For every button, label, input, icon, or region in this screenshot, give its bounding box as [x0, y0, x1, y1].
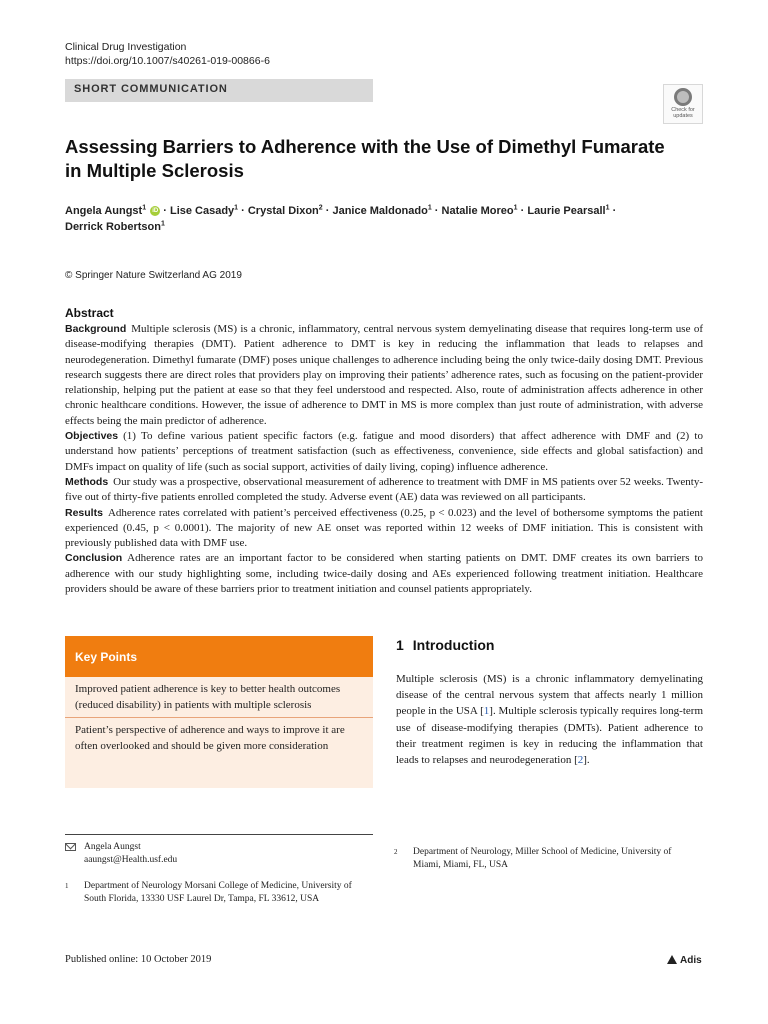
- author-affiliation: 1: [605, 204, 610, 212]
- citation-link[interactable]: 1: [483, 705, 490, 718]
- author-name[interactable]: Laurie Pearsall: [527, 205, 606, 217]
- objectives-text: (1) To define various patient specific factors (e.g. fatigue and mood disorders) that affect adherence with DMF and (2) to understand how patients’ perceptions of treatment satisfaction (such as effectiveness, convenience, side effects and global satisfaction) and DMFs impact on quality of life (such as social support, activities of daily living, coping) influence adherence.: [65, 430, 703, 473]
- affiliation-text: Department of Neurology Morsani College of Medicine, University of South Florida, 13330 USF Laurel Dr, Tampa, FL 33612, USA: [84, 881, 352, 904]
- background-label: Background: [65, 323, 127, 335]
- corresponding-author-email[interactable]: aaungst@Health.usf.edu: [84, 855, 178, 865]
- corresponding-author-note: [65, 841, 365, 867]
- abstract-conclusion: [65, 551, 703, 597]
- author-name[interactable]: Janice Maldonado: [332, 205, 428, 217]
- methods-text: Our study was a prospective, observational measurement of adherence to treatment with DMF in MS patients over 52 weeks. Twenty-five out of thirty-five patients enrolled completed the study. Adverse event (AE) data was reviewed on all participants.: [65, 475, 703, 504]
- author-affiliation: 1: [142, 204, 147, 212]
- published-date: Published online: 10 October 2019: [65, 954, 212, 965]
- section-label: SHORT COMMUNICATION: [74, 83, 228, 95]
- intro-text-part: ]. Multiple sclerosis typically requires long-term use of disease-modifying therapies (DMTs). Patient adherence to their treatment regimen is key in reducing the inflammation that leads to relapses and neurodegeneration [: [396, 705, 703, 767]
- author-affiliation: 1: [427, 204, 432, 212]
- affiliation-note-2: [394, 846, 694, 872]
- affiliation-text: Department of Neurology, Miller School of Medicine, University of Miami, Miami, FL, USA: [413, 847, 672, 870]
- introduction-heading: [396, 637, 494, 653]
- check-updates-line2: updates: [673, 113, 693, 119]
- journal-name: Clinical Drug Investigation: [65, 41, 187, 53]
- author-affiliation: 2: [318, 204, 323, 212]
- author-list: Angela Aungst$^1$ iD · Lise Casady$^1$ · Crystal Dixon$^2$ · Janice Maldonado$^1$ · Natalie Moreo$^1$ · Laurie Pearsall$^1$ · Derrick Robertson$^1$: [65, 204, 617, 233]
- corresponding-author-name: Angela Aungst: [84, 842, 141, 852]
- journal-header: [65, 40, 270, 68]
- abstract-background: [65, 322, 703, 429]
- author-affiliation: 1: [160, 220, 165, 228]
- author-name[interactable]: Derrick Robertson: [65, 221, 161, 233]
- section-title: Introduction: [412, 637, 495, 653]
- conclusion-text: Adherence rates are an important factor to be considered when starting patients on DMT. DMF creates its own barriers to adherence with our study highlighting some, including twice-daily dosing and AEs experienced following treatment initiation. Healthcare providers should be aware of these barriers prior to treatment initiation and counsel patients appropriately.: [65, 552, 703, 596]
- check-updates-icon: [674, 88, 692, 106]
- key-points-box: [65, 636, 373, 788]
- introduction-text: [396, 671, 703, 768]
- orcid-icon[interactable]: iD: [152, 208, 159, 215]
- abstract-methods: [65, 475, 703, 506]
- author-name[interactable]: Lise Casady: [169, 205, 235, 217]
- author-name[interactable]: Crystal Dixon: [247, 205, 319, 217]
- methods-label: Methods: [65, 475, 109, 488]
- citation-link[interactable]: 2: [577, 754, 584, 767]
- results-label: Results: [65, 506, 103, 519]
- check-updates-line1: Check for: [671, 107, 695, 113]
- results-text: Adherence rates correlated with patient’s perceived effectiveness (0.25, p < 0.023) and the level of bothersome symptoms the patient experienced (0.45, p < 0.0001). The majority of new AE onset was reported within 12 weeks of DMF initiation. This is consistent with previously published data with DMF use.: [65, 506, 703, 550]
- intro-text-part: ].: [583, 754, 590, 767]
- author-name[interactable]: Angela Aungst: [65, 205, 143, 217]
- affiliation-mark: 1: [65, 882, 69, 890]
- background-text: Multiple sclerosis (MS) is a chronic, inflammatory, central nervous system demyelinating disease that requires long-term use of disease-modifying therapies (DMT). Patient adherence to DMT is key in reducing the inflammation that leads to relapses and neurodegeneration. Dimethyl fumarate (DMF) poses unique challenges to adherence including being the only twice-daily dosing DMT. Previous research suggests there are direct roles that providers play on improving their patients’ adherence rates, such as focusing on the patient-provider relationship, helping put the patient at ease so that they feel understood and respected. Also, route of administration affects adherence in other chronic healthcare conditions. However, the issue of adherence to DMT in MS is more complex than just route of administration, with adverse effects being the main predictor of adherence.: [65, 323, 703, 427]
- copyright-notice: © Springer Nature Switzerland AG 2019: [65, 270, 242, 281]
- check-for-updates-badge[interactable]: [663, 84, 703, 124]
- adis-logo-icon: [667, 955, 677, 964]
- doi-link[interactable]: https://doi.org/10.1007/s40261-019-00866-6: [65, 55, 270, 67]
- key-points-heading: Key Points: [65, 636, 373, 677]
- abstract-heading: Abstract: [65, 306, 114, 320]
- affiliation-note-1: [65, 880, 365, 906]
- author-affiliation: 1: [234, 204, 239, 212]
- objectives-label: Objectives: [65, 430, 119, 443]
- key-point-item: Patient’s perspective of adherence and ways to improve it are often overlooked and should be given more consideration: [75, 724, 345, 752]
- abstract-results: [65, 506, 703, 552]
- section-number: 1: [396, 637, 404, 653]
- affiliation-mark: 2: [394, 848, 398, 856]
- conclusion-label: Conclusion: [65, 552, 123, 565]
- author-affiliation: 1: [513, 204, 518, 212]
- envelope-icon: [65, 843, 76, 851]
- author-name[interactable]: Natalie Moreo: [441, 205, 514, 217]
- section-label-bar: [65, 79, 373, 102]
- key-point-item: Improved patient adherence is key to better health outcomes (reduced disability) in patients with multiple sclerosis: [75, 683, 341, 711]
- abstract-body: [65, 322, 703, 597]
- abstract-objectives: [65, 429, 703, 475]
- article-title: Assessing Barriers to Adherence with the Use of Dimethyl Fumarate in Multiple Sclerosis: [65, 136, 665, 181]
- publisher-logo: [667, 954, 702, 966]
- publisher-name: Adis: [680, 955, 702, 966]
- intro-text-part: Multiple sclerosis (MS) is a chronic inflammatory demyelinating disease of the central nervous system that affects nearly 1 million people in the USA [: [396, 673, 703, 718]
- footnote-divider: [65, 834, 373, 835]
